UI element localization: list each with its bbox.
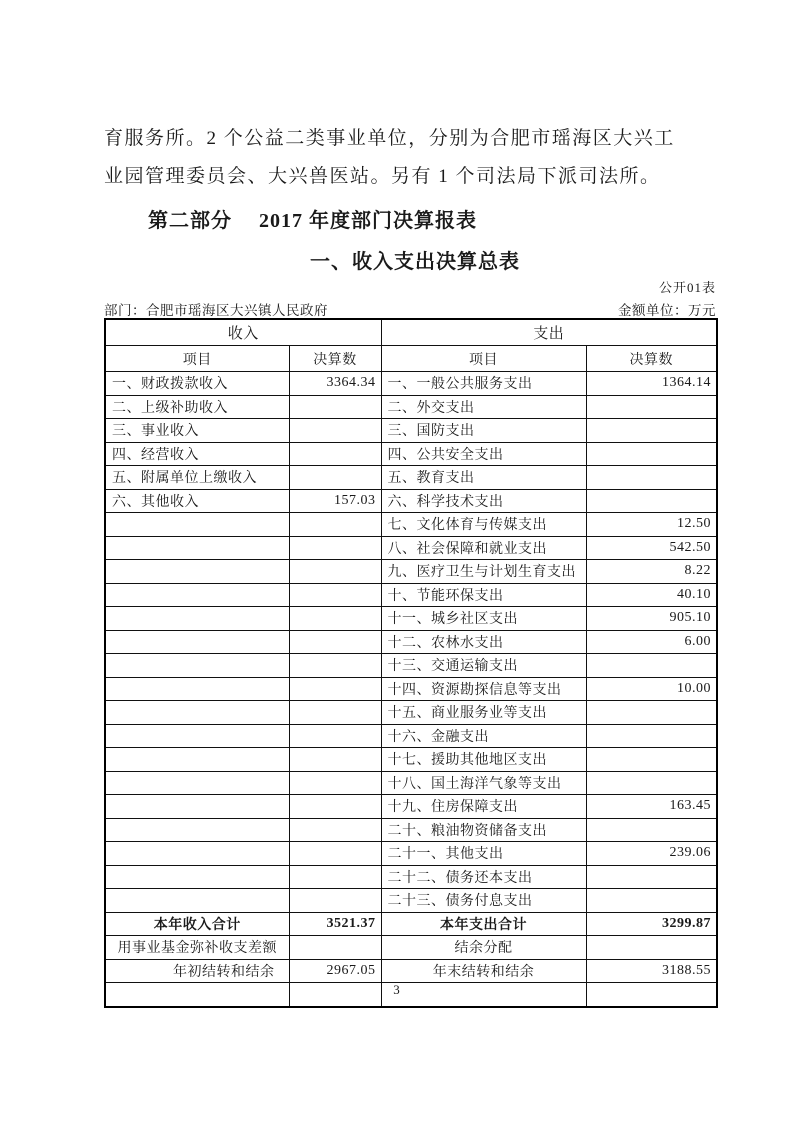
table-row [105, 795, 717, 819]
income-amount-cell [289, 677, 381, 701]
expense-item-cell: 二十一、其他支出 [381, 842, 586, 866]
income-item-cell: 六、其他收入 [105, 489, 289, 513]
expense-item-cell: 二十二、债务还本支出 [381, 865, 586, 889]
income-group-header: 收入 [105, 319, 381, 346]
income-amount-cell: 2967.05 [289, 959, 381, 983]
expense-amount-cell: 542.50 [586, 536, 717, 560]
income-item-cell [105, 795, 289, 819]
table-row [105, 654, 717, 678]
expense-amount-cell: 8.22 [586, 560, 717, 584]
income-amount-cell [289, 795, 381, 819]
income-amount-cell: 157.03 [289, 489, 381, 513]
income-amount-cell [289, 865, 381, 889]
income-item-cell [105, 724, 289, 748]
income-amount-cell [289, 419, 381, 443]
expense-item-cell: 十三、交通运输支出 [381, 654, 586, 678]
department-label: 部门：合肥市瑶海区大兴镇人民政府 [104, 303, 328, 318]
expense-item-cell: 十七、援助其他地区支出 [381, 748, 586, 772]
table-title: 一、收入支出决算总表 [310, 251, 520, 273]
expense-item-cell: 三、国防支出 [381, 419, 586, 443]
income-amount-cell [289, 654, 381, 678]
income-item-cell [105, 771, 289, 795]
expense-amount-cell: 40.10 [586, 583, 717, 607]
expense-amount-cell: 239.06 [586, 842, 717, 866]
income-amount-cell [289, 701, 381, 725]
income-item-header: 项目 [105, 346, 289, 372]
income-amount-cell [289, 442, 381, 466]
income-item-cell [105, 701, 289, 725]
income-item-cell [105, 818, 289, 842]
expense-amount-header: 决算数 [586, 346, 717, 372]
table-row [105, 607, 717, 631]
income-amount-cell [289, 748, 381, 772]
income-amount-cell: 3364.34 [289, 372, 381, 396]
income-amount-cell [289, 936, 381, 960]
column-header-row [105, 346, 717, 372]
table-row [105, 959, 717, 983]
table-row [105, 536, 717, 560]
expense-amount-cell: 1364.14 [586, 372, 717, 396]
expense-amount-cell [586, 771, 717, 795]
income-item-cell [105, 607, 289, 631]
income-item-cell: 本年收入合计 [105, 912, 289, 936]
expense-item-cell: 本年支出合计 [381, 912, 586, 936]
expense-amount-cell [586, 419, 717, 443]
table-row [105, 865, 717, 889]
table-row [105, 677, 717, 701]
expense-amount-cell [586, 654, 717, 678]
table-row [105, 395, 717, 419]
expense-item-cell: 十六、金融支出 [381, 724, 586, 748]
income-item-cell [105, 889, 289, 913]
table-row [105, 630, 717, 654]
table-row [105, 442, 717, 466]
expense-amount-cell: 6.00 [586, 630, 717, 654]
paragraph-line-2: 业园管理委员会、大兴兽医站。另有 1 个司法局下派司法所。 [104, 166, 661, 187]
expense-item-cell: 十四、资源勘探信息等支出 [381, 677, 586, 701]
table-row [105, 372, 717, 396]
table-row [105, 560, 717, 584]
table-code-label: 公开01表 [658, 280, 716, 295]
expense-item-cell: 六、科学技术支出 [381, 489, 586, 513]
table-row [105, 842, 717, 866]
income-item-cell: 四、经营收入 [105, 442, 289, 466]
income-item-cell: 一、财政拨款收入 [105, 372, 289, 396]
expense-item-cell: 二十三、债务付息支出 [381, 889, 586, 913]
table-row [105, 912, 717, 936]
income-amount-cell [289, 607, 381, 631]
expense-item-cell: 二、外交支出 [381, 395, 586, 419]
expense-amount-cell: 905.10 [586, 607, 717, 631]
expense-amount-cell: 3299.87 [586, 912, 717, 936]
expense-item-cell: 五、教育支出 [381, 466, 586, 490]
group-header-row [105, 319, 717, 346]
expense-amount-cell [586, 889, 717, 913]
meta-row [104, 299, 716, 319]
table-row [105, 466, 717, 490]
expense-amount-cell: 3188.55 [586, 959, 717, 983]
expense-item-cell: 一、一般公共服务支出 [381, 372, 586, 396]
income-item-cell [105, 654, 289, 678]
income-item-cell: 二、上级补助收入 [105, 395, 289, 419]
expense-item-cell: 十八、国土海洋气象等支出 [381, 771, 586, 795]
income-amount-cell [289, 466, 381, 490]
expense-amount-cell [586, 936, 717, 960]
expense-item-cell: 十九、住房保障支出 [381, 795, 586, 819]
section-heading: 第二部分 2017 年度部门决算报表 [148, 210, 477, 232]
expense-item-cell: 十二、农林水支出 [381, 630, 586, 654]
expense-item-header: 项目 [381, 346, 586, 372]
expense-amount-cell [586, 701, 717, 725]
table-row [105, 513, 717, 537]
table-row [105, 936, 717, 960]
income-item-cell [105, 842, 289, 866]
expense-amount-cell [586, 442, 717, 466]
income-item-cell: 三、事业收入 [105, 419, 289, 443]
table-row [105, 419, 717, 443]
expense-amount-cell [586, 395, 717, 419]
expense-amount-cell [586, 748, 717, 772]
income-amount-cell [289, 395, 381, 419]
expense-amount-cell [586, 724, 717, 748]
income-item-cell [105, 630, 289, 654]
final-accounts-table [104, 318, 718, 1008]
expense-item-cell: 年末结转和结余 [381, 959, 586, 983]
income-item-cell: 年初结转和结余 [105, 959, 289, 983]
income-amount-cell [289, 560, 381, 584]
income-amount-cell [289, 536, 381, 560]
table-row [105, 818, 717, 842]
expense-amount-cell [586, 818, 717, 842]
table-body [105, 372, 717, 1007]
income-item-cell: 五、附属单位上缴收入 [105, 466, 289, 490]
body-paragraph [104, 120, 704, 196]
income-amount-cell [289, 724, 381, 748]
expense-item-cell: 结余分配 [381, 936, 586, 960]
expense-amount-cell: 12.50 [586, 513, 717, 537]
income-item-cell [105, 560, 289, 584]
expense-item-cell: 十、节能环保支出 [381, 583, 586, 607]
table-row [105, 748, 717, 772]
table-row [105, 724, 717, 748]
income-amount-cell [289, 771, 381, 795]
table-row [105, 701, 717, 725]
expense-amount-cell: 10.00 [586, 677, 717, 701]
income-item-cell [105, 748, 289, 772]
expense-amount-cell [586, 489, 717, 513]
income-item-cell: 用事业基金弥补收支差额 [105, 936, 289, 960]
income-item-cell [105, 513, 289, 537]
income-item-cell [105, 677, 289, 701]
income-amount-cell [289, 513, 381, 537]
unit-label: 金额单位：万元 [618, 303, 716, 318]
table-row [105, 489, 717, 513]
income-amount-header: 决算数 [289, 346, 381, 372]
income-item-cell [105, 865, 289, 889]
expense-item-cell: 四、公共安全支出 [381, 442, 586, 466]
table-row [105, 771, 717, 795]
expense-item-cell: 七、文化体育与传媒支出 [381, 513, 586, 537]
table-row [105, 889, 717, 913]
expense-group-header: 支出 [381, 319, 717, 346]
income-item-cell [105, 536, 289, 560]
expense-amount-cell [586, 466, 717, 490]
paragraph-line-1: 育服务所。2 个公益二类事业单位，分别为合肥市瑶海区大兴工 [104, 128, 675, 149]
expense-amount-cell [586, 865, 717, 889]
expense-amount-cell: 163.45 [586, 795, 717, 819]
expense-item-cell: 八、社会保障和就业支出 [381, 536, 586, 560]
income-item-cell [105, 583, 289, 607]
income-amount-cell: 3521.37 [289, 912, 381, 936]
expense-item-cell: 二十、粮油物资储备支出 [381, 818, 586, 842]
expense-item-cell: 十一、城乡社区支出 [381, 607, 586, 631]
income-amount-cell [289, 818, 381, 842]
table-row [105, 583, 717, 607]
page-number: 3 [393, 982, 400, 997]
income-amount-cell [289, 889, 381, 913]
expense-item-cell: 九、医疗卫生与计划生育支出 [381, 560, 586, 584]
expense-item-cell: 十五、商业服务业等支出 [381, 701, 586, 725]
income-amount-cell [289, 583, 381, 607]
income-amount-cell [289, 842, 381, 866]
income-amount-cell [289, 630, 381, 654]
